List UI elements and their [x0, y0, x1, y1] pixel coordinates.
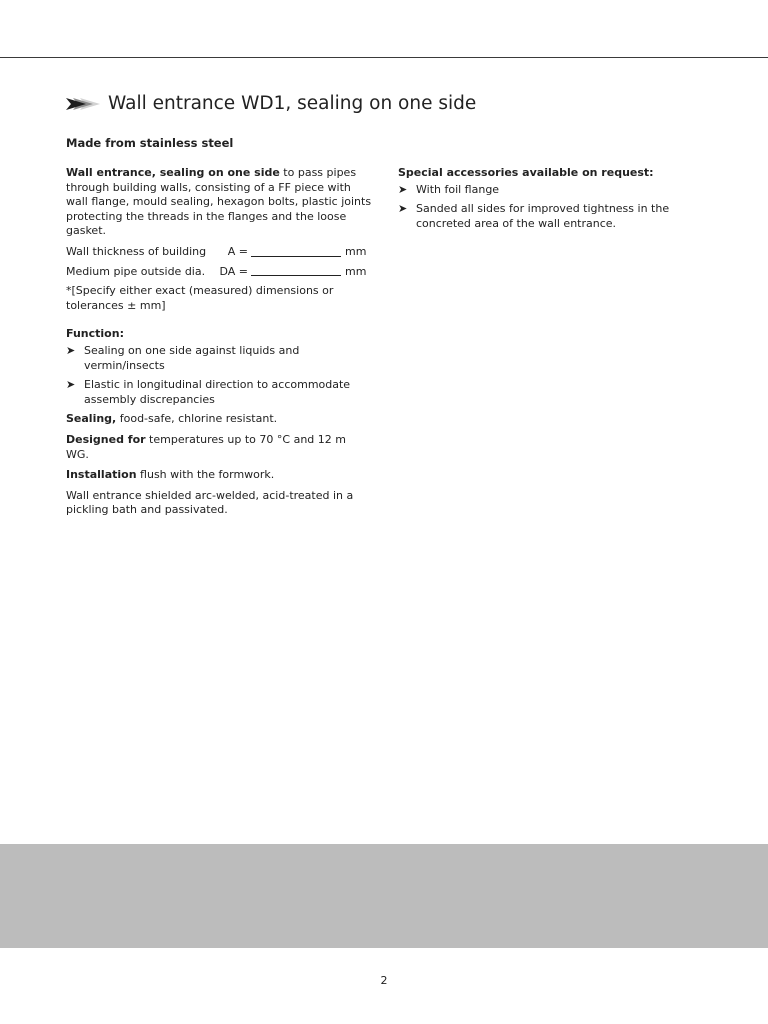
sealing-bold: Sealing, — [66, 412, 117, 426]
page-title: Wall entrance WD1, sealing on one side — [108, 93, 477, 114]
intro-bold: Wall entrance, sealing on one side — [66, 166, 280, 179]
function-heading: Function: — [66, 327, 124, 341]
list-item — [66, 378, 372, 407]
field-unit: mm — [345, 264, 367, 278]
title-row — [66, 93, 476, 114]
designed-paragraph — [66, 433, 372, 462]
list-item-text: With foil flange — [416, 182, 500, 196]
left-column — [66, 166, 372, 524]
field-symbol: A = — [227, 244, 248, 258]
list-item — [398, 183, 688, 198]
dimension-note: *[Specify either exact (measured) dimensions or tolerances ± mm] — [66, 284, 334, 312]
list-item-text: Sealing on one side against liquids and vermin/insects — [84, 343, 300, 372]
triple-arrow-icon — [66, 96, 100, 112]
arrow-bullet-icon: ➤ — [66, 343, 76, 357]
list-item — [66, 344, 372, 373]
fill-in-line — [251, 275, 341, 276]
arrow-bullet-icon: ➤ — [66, 378, 76, 392]
intro-text: to pass pipes through building walls, consisting of a FF piece with wall flange, mould sealing, hexagon bolts, plastic joints protecting the threads in the flanges and the loose gasket. — [66, 166, 372, 238]
field-unit: mm — [345, 244, 367, 258]
installation-paragraph — [66, 468, 372, 483]
installation-text: flush with the formwork. — [136, 468, 275, 482]
sealing-paragraph — [66, 412, 372, 427]
field-label: Medium pipe outside dia. — [66, 264, 206, 278]
designed-text: temperatures up to 70 °C and 12 m WG. — [66, 432, 346, 461]
arrow-bullet-icon: ➤ — [398, 182, 408, 196]
top-rule — [0, 57, 768, 58]
list-item — [398, 202, 688, 231]
right-column — [398, 166, 688, 236]
sealing-text: food-safe, chlorine resistant. — [116, 412, 278, 426]
list-item-text: Sanded all sides for improved tightness in the concreted area of the wall entrance. — [416, 202, 670, 230]
field-label: Wall thickness of building — [66, 244, 207, 258]
arrow-bullet-icon: ➤ — [398, 202, 408, 216]
designed-bold: Designed for — [66, 432, 146, 446]
intro-paragraph — [66, 166, 372, 239]
field-symbol: DA = — [219, 264, 248, 278]
installation-bold: Installation — [66, 468, 137, 482]
list-item-text: Elastic in longitudinal direction to accommodate assembly discrepancies — [84, 378, 351, 406]
subtitle: Made from stainless steel — [66, 136, 234, 150]
footer-band — [0, 844, 768, 948]
field-row-wall-thickness — [66, 245, 372, 260]
closing-paragraph: Wall entrance shielded arc-welded, acid-treated in a pickling bath and passivated. — [66, 488, 354, 517]
accessories-heading: Special accessories available on request: — [398, 166, 654, 179]
field-row-pipe-diameter — [66, 265, 372, 280]
page-number: 2 — [380, 974, 388, 987]
fill-in-line — [251, 256, 341, 257]
